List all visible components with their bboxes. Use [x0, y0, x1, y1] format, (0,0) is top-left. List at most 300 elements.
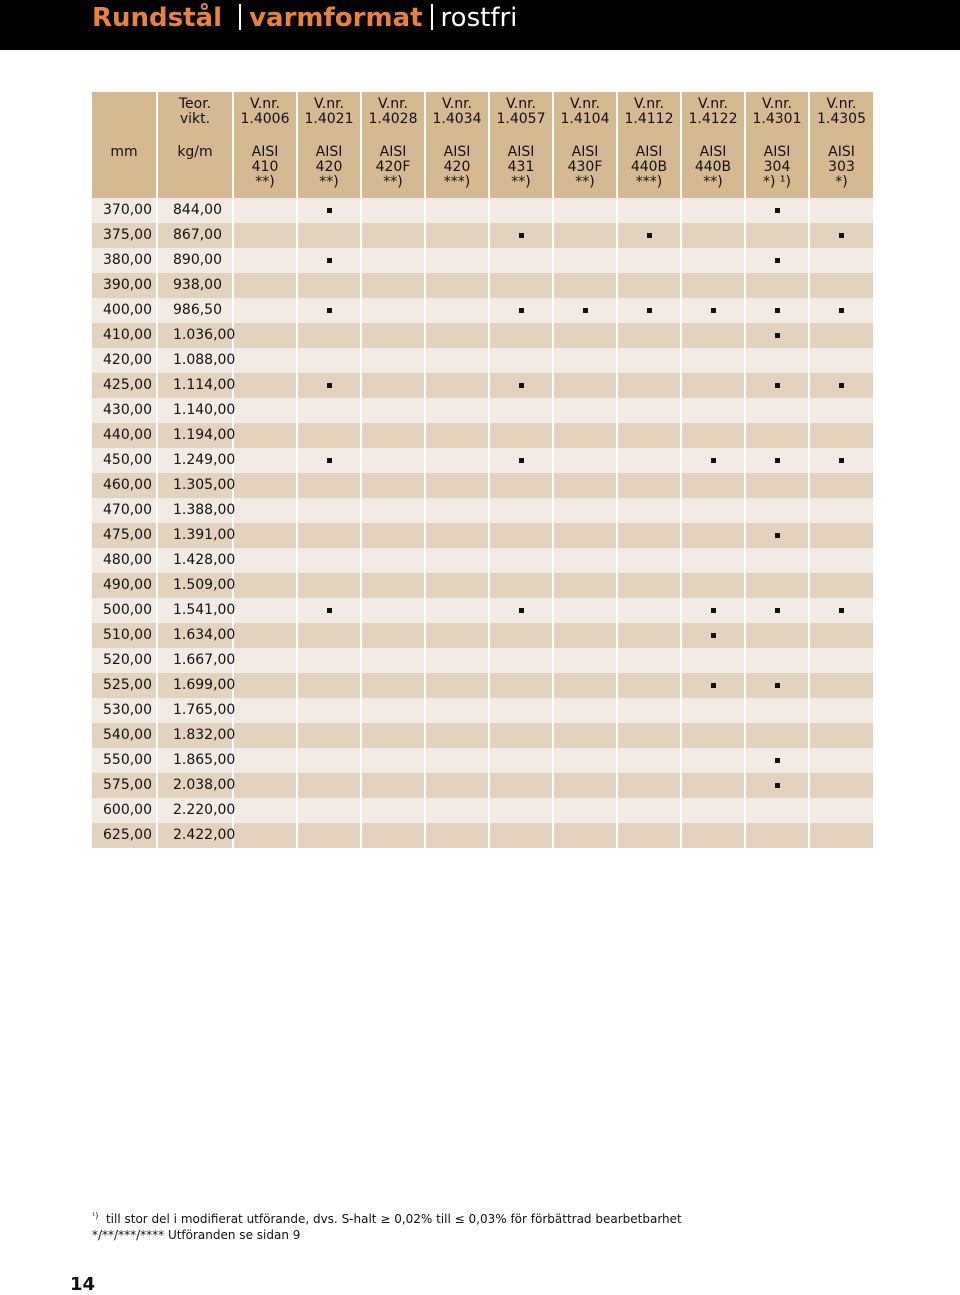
availability-cell: [617, 223, 681, 248]
availability-cell: [809, 523, 873, 548]
availability-cell: [553, 523, 617, 548]
grade-aisi-header: AISI 431 **): [489, 139, 553, 198]
availability-cell: [809, 498, 873, 523]
availability-cell: [297, 298, 361, 323]
diameter-cell: 500,00: [92, 598, 157, 623]
availability-cell: [233, 698, 297, 723]
availability-cell: [745, 398, 809, 423]
availability-cell: [361, 673, 425, 698]
availability-cell: [809, 198, 873, 223]
availability-cell: [297, 273, 361, 298]
availability-cell: [809, 598, 873, 623]
diameter-cell: 530,00: [92, 698, 157, 723]
availability-cell: [233, 498, 297, 523]
availability-cell: [425, 598, 489, 623]
availability-cell: [681, 448, 745, 473]
availability-cell: [617, 248, 681, 273]
weight-cell: 1.391,00: [157, 523, 233, 548]
availability-dot-icon: [327, 258, 332, 263]
availability-cell: [809, 248, 873, 273]
availability-cell: [809, 723, 873, 748]
availability-cell: [809, 223, 873, 248]
availability-cell: [681, 523, 745, 548]
availability-cell: [361, 448, 425, 473]
availability-cell: [297, 423, 361, 448]
grade-vnr-header: V.nr. 1.4006: [233, 92, 297, 139]
availability-cell: [425, 773, 489, 798]
availability-cell: [425, 248, 489, 273]
availability-dot-icon: [327, 308, 332, 313]
availability-cell: [297, 798, 361, 823]
availability-cell: [297, 523, 361, 548]
availability-cell: [681, 398, 745, 423]
availability-cell: [361, 798, 425, 823]
table-row: [92, 498, 873, 523]
availability-cell: [425, 623, 489, 648]
footnote-marker: ¹): [92, 1211, 99, 1220]
availability-cell: [553, 448, 617, 473]
availability-cell: [553, 323, 617, 348]
availability-cell: [361, 648, 425, 673]
availability-dot-icon: [327, 383, 332, 388]
availability-cell: [361, 473, 425, 498]
availability-cell: [809, 323, 873, 348]
availability-cell: [617, 548, 681, 573]
grade-vnr-header: V.nr. 1.4104: [553, 92, 617, 139]
table-row: [92, 773, 873, 798]
table-row: [92, 573, 873, 598]
availability-cell: [745, 198, 809, 223]
weight-cell: 1.699,00: [157, 673, 233, 698]
availability-cell: [489, 523, 553, 548]
availability-dot-icon: [327, 458, 332, 463]
weight-cell: 1.305,00: [157, 473, 233, 498]
availability-cell: [809, 423, 873, 448]
table-row: [92, 598, 873, 623]
availability-cell: [681, 723, 745, 748]
availability-cell: [553, 398, 617, 423]
header-weight-top: Teor. vikt.: [157, 92, 233, 139]
availability-cell: [297, 323, 361, 348]
grade-vnr-header: V.nr. 1.4301: [745, 92, 809, 139]
availability-cell: [745, 723, 809, 748]
availability-cell: [809, 648, 873, 673]
availability-cell: [361, 598, 425, 623]
availability-cell: [681, 223, 745, 248]
availability-cell: [233, 723, 297, 748]
availability-cell: [489, 448, 553, 473]
availability-cell: [617, 348, 681, 373]
availability-cell: [745, 323, 809, 348]
availability-cell: [553, 573, 617, 598]
header-row-aisi: [92, 139, 873, 198]
availability-cell: [233, 798, 297, 823]
availability-cell: [297, 748, 361, 773]
availability-cell: [681, 248, 745, 273]
diameter-cell: 625,00: [92, 823, 157, 848]
table-row: [92, 423, 873, 448]
availability-cell: [553, 498, 617, 523]
availability-cell: [617, 448, 681, 473]
diameter-cell: 420,00: [92, 348, 157, 373]
availability-cell: [745, 598, 809, 623]
availability-cell: [745, 573, 809, 598]
availability-cell: [425, 423, 489, 448]
availability-cell: [425, 548, 489, 573]
header-row-vnr: [92, 92, 873, 139]
grade-aisi-header: AISI 304 *) ¹): [745, 139, 809, 198]
diameter-cell: 475,00: [92, 523, 157, 548]
availability-cell: [233, 273, 297, 298]
availability-dot-icon: [583, 308, 588, 313]
availability-cell: [489, 648, 553, 673]
availability-cell: [425, 648, 489, 673]
availability-cell: [425, 298, 489, 323]
availability-cell: [745, 273, 809, 298]
availability-cell: [297, 248, 361, 273]
weight-cell: 986,50: [157, 298, 233, 323]
availability-cell: [617, 648, 681, 673]
availability-cell: [489, 748, 553, 773]
availability-cell: [233, 748, 297, 773]
availability-cell: [361, 348, 425, 373]
grade-vnr-header: V.nr. 1.4305: [809, 92, 873, 139]
availability-cell: [681, 498, 745, 523]
availability-cell: [745, 773, 809, 798]
footnote-2: */**/***/**** Utföranden se sidan 9: [92, 1228, 301, 1242]
diameter-cell: 410,00: [92, 323, 157, 348]
weight-cell: 938,00: [157, 273, 233, 298]
availability-cell: [809, 673, 873, 698]
availability-cell: [489, 498, 553, 523]
availability-cell: [361, 323, 425, 348]
grade-aisi-header: AISI 420F **): [361, 139, 425, 198]
availability-cell: [425, 448, 489, 473]
availability-cell: [681, 348, 745, 373]
availability-cell: [809, 373, 873, 398]
availability-dot-icon: [519, 308, 524, 313]
availability-cell: [617, 748, 681, 773]
availability-dot-icon: [775, 333, 780, 338]
availability-dot-icon: [839, 308, 844, 313]
availability-cell: [617, 323, 681, 348]
table-row: [92, 748, 873, 773]
diameter-cell: 490,00: [92, 573, 157, 598]
availability-cell: [425, 323, 489, 348]
availability-cell: [425, 723, 489, 748]
availability-cell: [489, 623, 553, 648]
availability-cell: [809, 298, 873, 323]
availability-cell: [681, 573, 745, 598]
weight-cell: 2.422,00: [157, 823, 233, 848]
diameter-cell: 440,00: [92, 423, 157, 448]
weight-cell: 2.038,00: [157, 773, 233, 798]
table-row: [92, 623, 873, 648]
availability-cell: [809, 273, 873, 298]
grade-vnr-header: V.nr. 1.4034: [425, 92, 489, 139]
diameter-cell: 550,00: [92, 748, 157, 773]
table-row: [92, 248, 873, 273]
table-row: [92, 673, 873, 698]
availability-cell: [809, 698, 873, 723]
availability-cell: [745, 298, 809, 323]
availability-cell: [809, 448, 873, 473]
availability-cell: [489, 398, 553, 423]
diameter-cell: 400,00: [92, 298, 157, 323]
availability-cell: [617, 823, 681, 848]
title-separator-2: [431, 4, 433, 30]
availability-cell: [233, 573, 297, 598]
availability-cell: [745, 798, 809, 823]
footnote-1: [92, 1212, 682, 1226]
availability-cell: [809, 748, 873, 773]
table-row: [92, 348, 873, 373]
availability-cell: [617, 623, 681, 648]
availability-dot-icon: [839, 608, 844, 613]
table-row: [92, 198, 873, 223]
diameter-cell: 600,00: [92, 798, 157, 823]
diameter-cell: 510,00: [92, 623, 157, 648]
header-mm: mm: [92, 139, 157, 198]
diameter-cell: 375,00: [92, 223, 157, 248]
availability-cell: [425, 273, 489, 298]
availability-cell: [425, 348, 489, 373]
availability-cell: [233, 373, 297, 398]
availability-cell: [617, 273, 681, 298]
availability-cell: [233, 198, 297, 223]
availability-cell: [681, 373, 745, 398]
weight-cell: 1.541,00: [157, 598, 233, 623]
availability-cell: [233, 473, 297, 498]
availability-cell: [489, 373, 553, 398]
weight-cell: 1.865,00: [157, 748, 233, 773]
page-title: [92, 0, 517, 36]
availability-cell: [489, 773, 553, 798]
availability-cell: [553, 273, 617, 298]
table-row: [92, 523, 873, 548]
diameter-cell: 540,00: [92, 723, 157, 748]
availability-dot-icon: [775, 608, 780, 613]
availability-cell: [617, 423, 681, 448]
diameter-cell: 460,00: [92, 473, 157, 498]
table-row: [92, 823, 873, 848]
availability-cell: [489, 423, 553, 448]
table-row: [92, 698, 873, 723]
availability-cell: [617, 598, 681, 623]
availability-cell: [361, 373, 425, 398]
availability-cell: [489, 223, 553, 248]
availability-cell: [297, 648, 361, 673]
availability-cell: [425, 573, 489, 598]
availability-cell: [809, 548, 873, 573]
availability-cell: [361, 298, 425, 323]
table-row: [92, 548, 873, 573]
availability-cell: [809, 348, 873, 373]
availability-cell: [745, 473, 809, 498]
availability-cell: [361, 223, 425, 248]
availability-cell: [745, 698, 809, 723]
availability-cell: [745, 498, 809, 523]
weight-cell: 1.114,00: [157, 373, 233, 398]
availability-dot-icon: [775, 758, 780, 763]
availability-cell: [489, 323, 553, 348]
table-row: [92, 223, 873, 248]
availability-cell: [617, 373, 681, 398]
availability-dot-icon: [775, 533, 780, 538]
grade-vnr-header: V.nr. 1.4021: [297, 92, 361, 139]
availability-cell: [745, 623, 809, 648]
availability-cell: [553, 823, 617, 848]
availability-cell: [361, 723, 425, 748]
availability-dot-icon: [519, 608, 524, 613]
availability-cell: [745, 248, 809, 273]
availability-cell: [297, 498, 361, 523]
availability-cell: [681, 598, 745, 623]
availability-cell: [809, 823, 873, 848]
diameter-cell: 450,00: [92, 448, 157, 473]
availability-cell: [745, 423, 809, 448]
availability-cell: [233, 598, 297, 623]
availability-cell: [489, 273, 553, 298]
availability-cell: [681, 273, 745, 298]
availability-dot-icon: [775, 208, 780, 213]
availability-cell: [361, 523, 425, 548]
availability-cell: [681, 423, 745, 448]
availability-cell: [489, 723, 553, 748]
availability-dot-icon: [775, 308, 780, 313]
weight-cell: 1.036,00: [157, 323, 233, 348]
grade-vnr-header: V.nr. 1.4122: [681, 92, 745, 139]
availability-cell: [233, 648, 297, 673]
availability-cell: [489, 248, 553, 273]
header-mm-top: [92, 92, 157, 139]
availability-cell: [233, 423, 297, 448]
availability-cell: [745, 648, 809, 673]
title-main: Rundstål: [92, 3, 223, 33]
table-row: [92, 723, 873, 748]
availability-cell: [553, 348, 617, 373]
availability-cell: [489, 348, 553, 373]
table-row: [92, 798, 873, 823]
availability-cell: [297, 723, 361, 748]
availability-cell: [809, 473, 873, 498]
diameter-cell: 390,00: [92, 273, 157, 298]
availability-cell: [489, 598, 553, 623]
availability-dot-icon: [711, 683, 716, 688]
availability-cell: [297, 223, 361, 248]
availability-cell: [553, 473, 617, 498]
availability-cell: [297, 348, 361, 373]
availability-cell: [361, 248, 425, 273]
availability-dot-icon: [519, 233, 524, 238]
weight-cell: 1.428,00: [157, 548, 233, 573]
weight-cell: 1.140,00: [157, 398, 233, 423]
availability-cell: [617, 298, 681, 323]
availability-cell: [553, 548, 617, 573]
availability-cell: [617, 773, 681, 798]
weight-cell: 867,00: [157, 223, 233, 248]
availability-cell: [553, 773, 617, 798]
availability-dot-icon: [775, 458, 780, 463]
availability-dot-icon: [519, 458, 524, 463]
availability-cell: [745, 673, 809, 698]
availability-dot-icon: [775, 258, 780, 263]
header-bar: [0, 0, 960, 50]
availability-cell: [361, 273, 425, 298]
availability-cell: [681, 673, 745, 698]
table-row: [92, 448, 873, 473]
availability-cell: [681, 323, 745, 348]
availability-cell: [233, 773, 297, 798]
availability-cell: [681, 648, 745, 673]
table-body: [92, 198, 873, 848]
availability-cell: [681, 298, 745, 323]
availability-cell: [233, 398, 297, 423]
page-number: 14: [70, 1274, 96, 1295]
availability-cell: [553, 623, 617, 648]
table-row: [92, 473, 873, 498]
availability-cell: [681, 748, 745, 773]
dimension-table: [92, 92, 873, 848]
availability-cell: [425, 398, 489, 423]
table-row: [92, 373, 873, 398]
availability-cell: [233, 323, 297, 348]
availability-cell: [233, 248, 297, 273]
table-row: [92, 323, 873, 348]
availability-cell: [617, 198, 681, 223]
availability-dot-icon: [839, 233, 844, 238]
availability-dot-icon: [775, 383, 780, 388]
grade-aisi-header: AISI 440B **): [681, 139, 745, 198]
availability-cell: [489, 823, 553, 848]
diameter-cell: 480,00: [92, 548, 157, 573]
availability-cell: [425, 798, 489, 823]
availability-cell: [233, 448, 297, 473]
availability-cell: [745, 548, 809, 573]
grade-aisi-header: AISI 420 **): [297, 139, 361, 198]
availability-cell: [425, 698, 489, 723]
availability-cell: [361, 748, 425, 773]
weight-cell: 890,00: [157, 248, 233, 273]
availability-cell: [745, 373, 809, 398]
table-row: [92, 273, 873, 298]
title-separator: [239, 4, 241, 30]
weight-cell: 1.765,00: [157, 698, 233, 723]
availability-cell: [361, 423, 425, 448]
availability-cell: [617, 673, 681, 698]
availability-cell: [233, 523, 297, 548]
availability-cell: [617, 798, 681, 823]
availability-cell: [233, 298, 297, 323]
availability-cell: [297, 448, 361, 473]
availability-dot-icon: [327, 608, 332, 613]
availability-cell: [681, 623, 745, 648]
availability-dot-icon: [711, 308, 716, 313]
diameter-cell: 520,00: [92, 648, 157, 673]
availability-cell: [681, 823, 745, 848]
availability-dot-icon: [839, 383, 844, 388]
diameter-cell: 470,00: [92, 498, 157, 523]
availability-dot-icon: [327, 208, 332, 213]
availability-cell: [361, 823, 425, 848]
availability-cell: [233, 823, 297, 848]
weight-cell: 1.388,00: [157, 498, 233, 523]
availability-cell: [361, 573, 425, 598]
availability-cell: [297, 698, 361, 723]
availability-cell: [233, 223, 297, 248]
availability-cell: [489, 673, 553, 698]
availability-dot-icon: [711, 608, 716, 613]
